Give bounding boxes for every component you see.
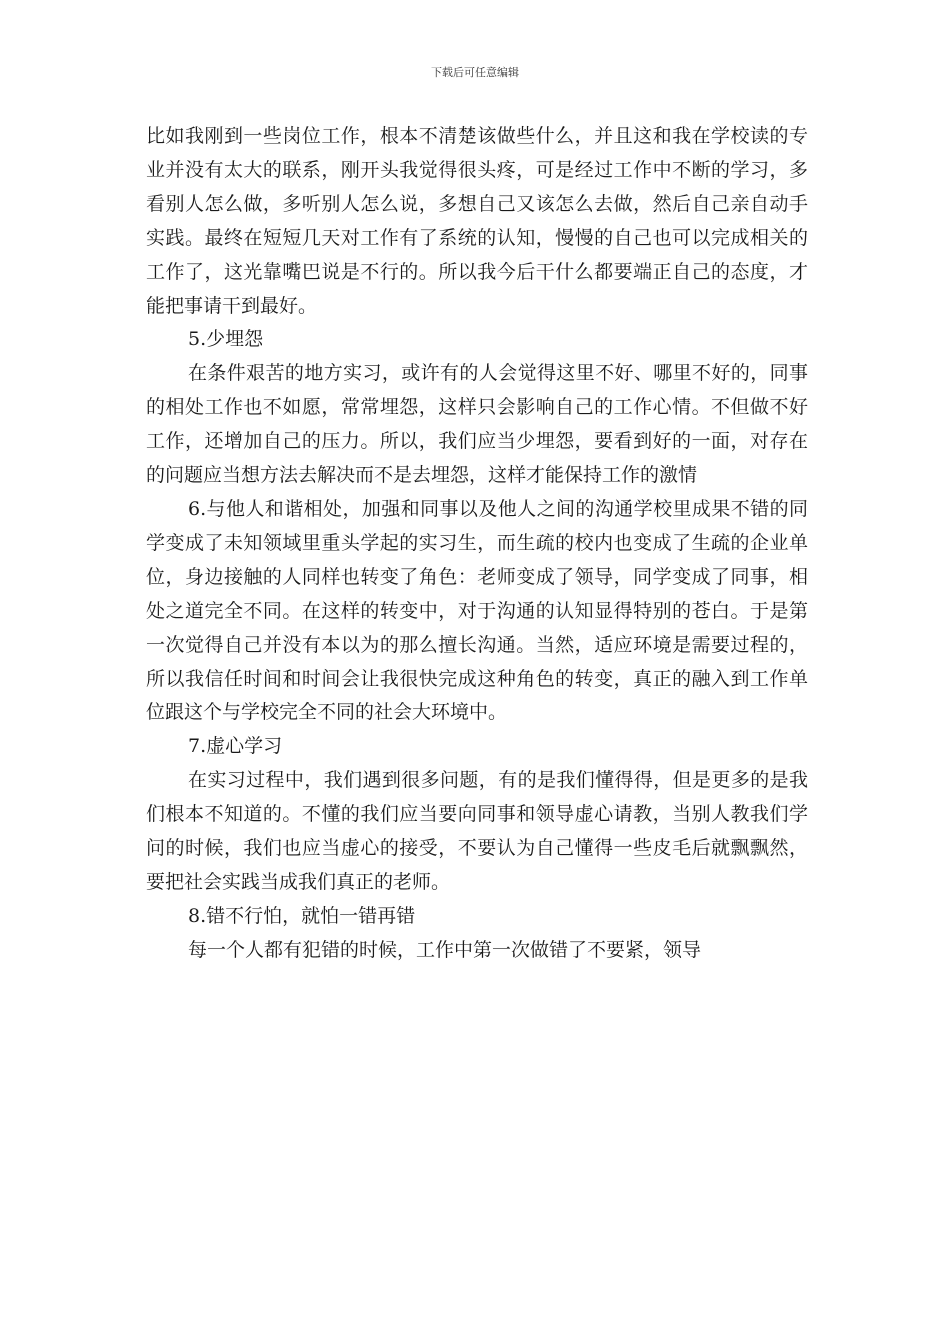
page-header: 下载后可任意编辑 xyxy=(431,66,519,79)
paragraph: 每一个人都有犯错的时候，工作中第一次做错了不要紧，领导 xyxy=(188,938,702,961)
paragraph-continued: 比如我刚到一些岗位工作，根本不清楚该做些什么，并且这和我在学校读的专业并没有太大的联系，刚开头我觉得很头疼，可是经过工作中不断的学习，多看别人怎么做，多听别人怎么说，多想自己又该怎么去做，然后自己亲自动手实践。最终在短短几天对工作有了系统的认知，慢慢的自己也可以完成相关的工作了，这光靠嘴巴说是不行的。所以我今后干什么都要端正自己的态度，才能把事请干到最好。 xyxy=(146,125,808,317)
section-heading-7: 7.虚心学习 xyxy=(188,735,283,758)
paragraph: 在实习过程中，我们遇到很多问题，有的是我们懂得得，但是更多的是我们根本不知道的。不懂的我们应当要向同事和领导虚心请教，当别人教我们学问的时候，我们也应当虚心的接受，不要认为自己懂得一些皮毛后就飘飘然，要把社会实践当成我们真正的老师。 xyxy=(146,769,808,893)
paragraph-section-6: 6.与他人和谐相处，加强和同事以及他人之间的沟通学校里成果不错的同学变成了未知领域里重头学起的实习生，而生疏的校内也变成了生疏的企业单位，身边接触的人同样也转变了角色：老师变成了领导，同学变成了同事，相处之道完全不同。在这样的转变中，对于沟通的认知显得特别的苍白。于是第一次觉得自己并没有本以为的那么擅长沟通。当然，适应环境是需要过程的，所以我信任时间和时间会让我很快完成这种角色的转变，真正的融入到工作单位跟这个与学校完全不同的社会大环境中。 xyxy=(146,497,808,724)
document-body xyxy=(146,120,808,968)
section-heading-5: 5.少埋怨 xyxy=(188,328,264,351)
section-heading-8: 8.错不行怕，就怕一错再错 xyxy=(188,904,416,927)
paragraph: 在条件艰苦的地方实习，或许有的人会觉得这里不好、哪里不好的，同事的相处工作也不如愿，常常埋怨，这样只会影响自己的工作心情。不但做不好工作，还增加自己的压力。所以，我们应当少埋怨，要看到好的一面，对存在的问题应当想方法去解决而不是去埋怨，这样才能保持工作的激情 xyxy=(146,362,808,487)
